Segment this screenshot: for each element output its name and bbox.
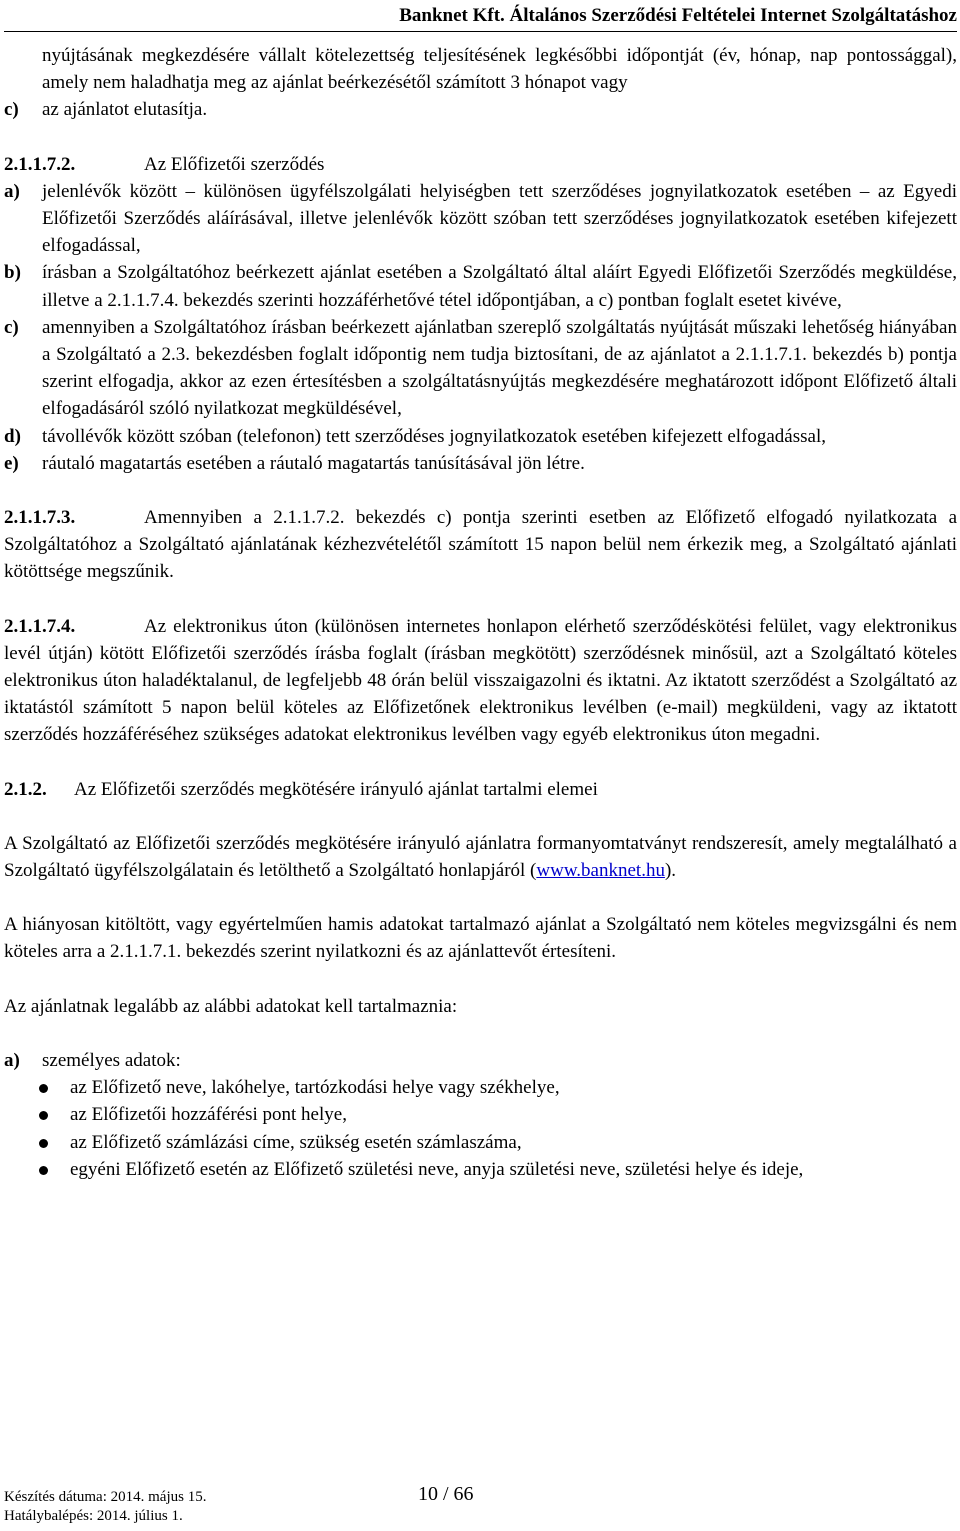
item-text: jelenlévők között – különösen ügyfélszolgálati helyiségben tett szerződéses jognyilatkozatok esetében – az Egyedi Előfizetői Szerződés aláírásával, illetve jelenlévők között szóban tett szerződéses jognyilatkozatok esetében kifejezett elfogadással, [42, 180, 957, 257]
bullet-text: az Előfizető számlázási címe, szükség esetén számlaszáma, [70, 1131, 522, 1153]
section-number: 2.1.1.7.2. [4, 153, 76, 175]
bullet-icon [39, 1166, 48, 1175]
intro-paragraph: nyújtásának megkezdésére vállalt kötelezettség teljesítésének legkésőbbi időpontját (év, hónap, nap pontossággal), amely nem haladhatja meg az ajánlat beérkezésétől számított 3 hónapot vagy [42, 45, 957, 94]
section-number: 2.1.1.7.3. [4, 507, 76, 529]
bullet-text: az Előfizető neve, lakóhelye, tartózkodási helye vagy székhelye, [70, 1077, 560, 1099]
required-data-intro: Az ajánlatnak legalább az alábbi adatokat kell tartalmaznia: [4, 995, 458, 1017]
bullet-item [4, 1101, 957, 1128]
effective-date: Hatálybalépés: 2014. július 1. [4, 1508, 183, 1524]
list-item [4, 314, 957, 423]
section-title: Az Előfizetői szerződés [144, 153, 325, 175]
section-number: 2.1.1.7.4. [4, 615, 76, 637]
website-link[interactable]: www.banknet.hu [536, 860, 665, 882]
paragraph-text: A Szolgáltató az Előfizetői szerződés megkötésére irányuló ajánlatra formanyomtatványt rendszeresít, amely megtalálható a Szolgáltató ügyfélszolgálatain és letölthető a Szolgáltató honlapjáról ( [4, 832, 957, 882]
section-title: Az Előfizetői szerződés megkötésére irányuló ajánlat tartalmi elemei [74, 778, 598, 800]
item-text: az ajánlatot elutasítja. [42, 99, 208, 121]
item-text: ráutaló magatartás esetében a ráutaló magatartás tanúsításával jön létre. [42, 452, 585, 474]
list-item [4, 423, 957, 450]
bullet-text: egyéni Előfizető esetén az Előfizető születési neve, anyja születési neve, születési helye és ideje, [70, 1158, 804, 1180]
item-label: c) [4, 316, 19, 338]
section-2-1-1-7-2-heading [4, 151, 957, 178]
header-divider [4, 31, 957, 32]
intro-item-c [4, 96, 957, 123]
creation-date: Készítés dátuma: 2014. május 15. [4, 1489, 207, 1505]
bullet-item [4, 1074, 957, 1101]
item-label: a) [4, 180, 20, 202]
paragraph-text: ). [664, 860, 677, 882]
section-2-1-1-7-4 [4, 613, 957, 749]
item-text: amennyiben a Szolgáltatóhoz írásban beérkezett ajánlatban szereplő szolgáltatás nyújtását műszaki lehetőség hiányában a Szolgáltató a 2.3. bekezdésben foglalt időpontig nem tudja biztosítani, de az ajánlatot a 2.1.1.7.1. bekezdés b) pontja szerint elfogadja, akkor az ezen értesítésben a szolgáltatásnyújtás megkezdésére meghatározott időpont Előfizető általi elfogadásáról szóló nyilatkozat megküldésével, [42, 316, 957, 420]
item-label: e) [4, 452, 19, 474]
item-text: személyes adatok: [42, 1049, 181, 1071]
list-item [4, 259, 957, 313]
page-number: 10 / 66 [418, 1483, 474, 1505]
bullet-icon [39, 1111, 48, 1120]
bullet-icon [39, 1084, 48, 1093]
bullet-text: az Előfizetői hozzáférési pont helye, [70, 1104, 347, 1126]
section-number: 2.1.2. [4, 778, 47, 800]
item-label: c) [4, 99, 19, 121]
section-text: Amennyiben a 2.1.1.7.2. bekezdés c) pontja szerinti esetben az Előfizető elfogadó nyilatkozata a Szolgáltatóhoz a Szolgáltató ajánlatának kézhezvételétől számított 15 napon belül nem érkezik meg, a Szolgáltató ajánlati kötöttsége megszűnik. [4, 507, 957, 583]
list-item [4, 178, 957, 260]
page-footer [4, 1483, 957, 1530]
item-text: távollévők között szóban (telefonon) tett szerződéses jognyilatkozatok esetében kifejezett elfogadással, [42, 425, 826, 447]
section-2-1-2-heading [4, 776, 957, 803]
section-text: Az elektronikus úton (különösen internetes honlapon elérhető szerződéskötési felület, vagy elektronikus levél útján) kötött Előfizetői szerződés írásba foglalt (írásban megkötött) szerződésnek minősül, azt a Szolgáltató köteles elektronikus úton haladéktalanul, de legfeljebb 48 órán belül visszaigazolni és iktatni. Az iktatott szerződést a Szolgáltató az iktatástól számított 5 napon belül köteles az Előfizetőnek elektronikus levélben (e-mail) megküldeni, vagy az iktatott szerződés hozzáféréséhez szükséges adatokat elektronikus levélben vagy egyéb elektronikus úton megadni. [4, 615, 957, 746]
bullet-item [4, 1156, 957, 1183]
personal-data-item [4, 1047, 957, 1074]
section-2-1-1-7-3 [4, 504, 957, 586]
item-label: d) [4, 425, 21, 447]
document-body [4, 42, 957, 1183]
list-item [4, 450, 957, 477]
bullet-item [4, 1129, 957, 1156]
item-label: a) [4, 1049, 20, 1071]
bullet-icon [39, 1139, 48, 1148]
item-label: b) [4, 262, 21, 284]
item-text: írásban a Szolgáltatóhoz beérkezett ajánlat esetében a Szolgáltató által aláírt Egyedi Előfizetői Szerződés megküldése, illetve a 2.1.1.7.4. bekezdés szerinti hozzáférhetővé tétel időpontjában, a c) pontban foglalt esetet kivéve, [42, 262, 957, 311]
footer-dates [4, 1488, 206, 1526]
incomplete-offer-paragraph: A hiányosan kitöltött, vagy egyértelműen hamis adatokat tartalmazó ajánlat a Szolgáltató nem köteles megvizsgálni és nem köteles arra a 2.1.1.7.1. bekezdés szerint nyilatkozni és az ajánlattevőt értesíteni. [4, 914, 957, 963]
offer-form-paragraph [4, 830, 957, 884]
page-header: Banknet Kft. Általános Szerződési Feltételei Internet Szolgáltatáshoz [399, 5, 957, 26]
